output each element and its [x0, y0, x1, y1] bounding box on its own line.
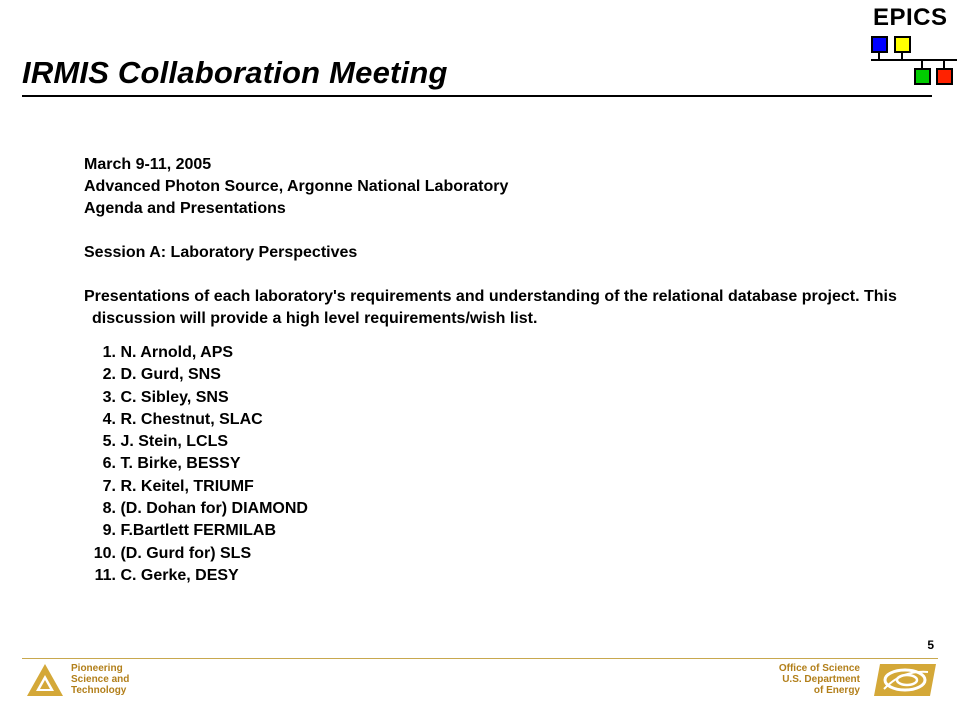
agenda-heading: Agenda and Presentations: [84, 200, 286, 217]
list-item: 8. (D. Dohan for) DIAMOND: [102, 500, 308, 518]
list-item: 5. J. Stein, LCLS: [102, 433, 229, 451]
slide-title: IRMIS Collaboration Meeting: [22, 55, 448, 90]
argonne-tagline: Pioneering Science and Technology: [71, 663, 130, 696]
presentation-list: [84, 342, 924, 587]
list-item: 11. C. Gerke, DESY: [94, 566, 239, 584]
epics-green-square: [914, 68, 931, 85]
session-description: Presentations of each laboratory's requirements and understanding of the relational database project. This discussion will provide a high level requirements/wish list.: [84, 288, 897, 327]
epics-red-square: [936, 68, 953, 85]
list-item: 9. F.Bartlett FERMILAB: [102, 522, 277, 540]
title-underline: [22, 95, 932, 97]
list-item: 7. R. Keitel, TRIUMF: [102, 477, 254, 495]
epics-logo-text: EPICS: [873, 4, 948, 31]
meeting-date: March 9-11, 2005: [84, 156, 212, 173]
list-item: 2. D. Gurd, SNS: [102, 366, 221, 384]
argonne-logo-icon: [25, 662, 65, 698]
session-heading: Session A: Laboratory Perspectives: [84, 244, 358, 261]
doe-logo-icon: [872, 662, 938, 698]
page-number: 5: [927, 638, 934, 652]
meeting-location: Advanced Photon Source, Argonne National Laboratory: [84, 178, 509, 195]
list-item: 1. N. Arnold, APS: [102, 344, 234, 361]
list-item: 10. (D. Gurd for) SLS: [93, 544, 252, 562]
list-item: 4. R. Chestnut, SLAC: [102, 410, 263, 428]
list-item: 6. T. Birke, BESSY: [102, 455, 241, 473]
epics-logo: [865, 0, 960, 92]
list-item: 3. C. Sibley, SNS: [102, 388, 229, 406]
slide-content: [84, 154, 924, 587]
doe-office-label: Office of Science U.S. Department of Energy: [778, 663, 860, 696]
footer-rule: [22, 658, 938, 659]
